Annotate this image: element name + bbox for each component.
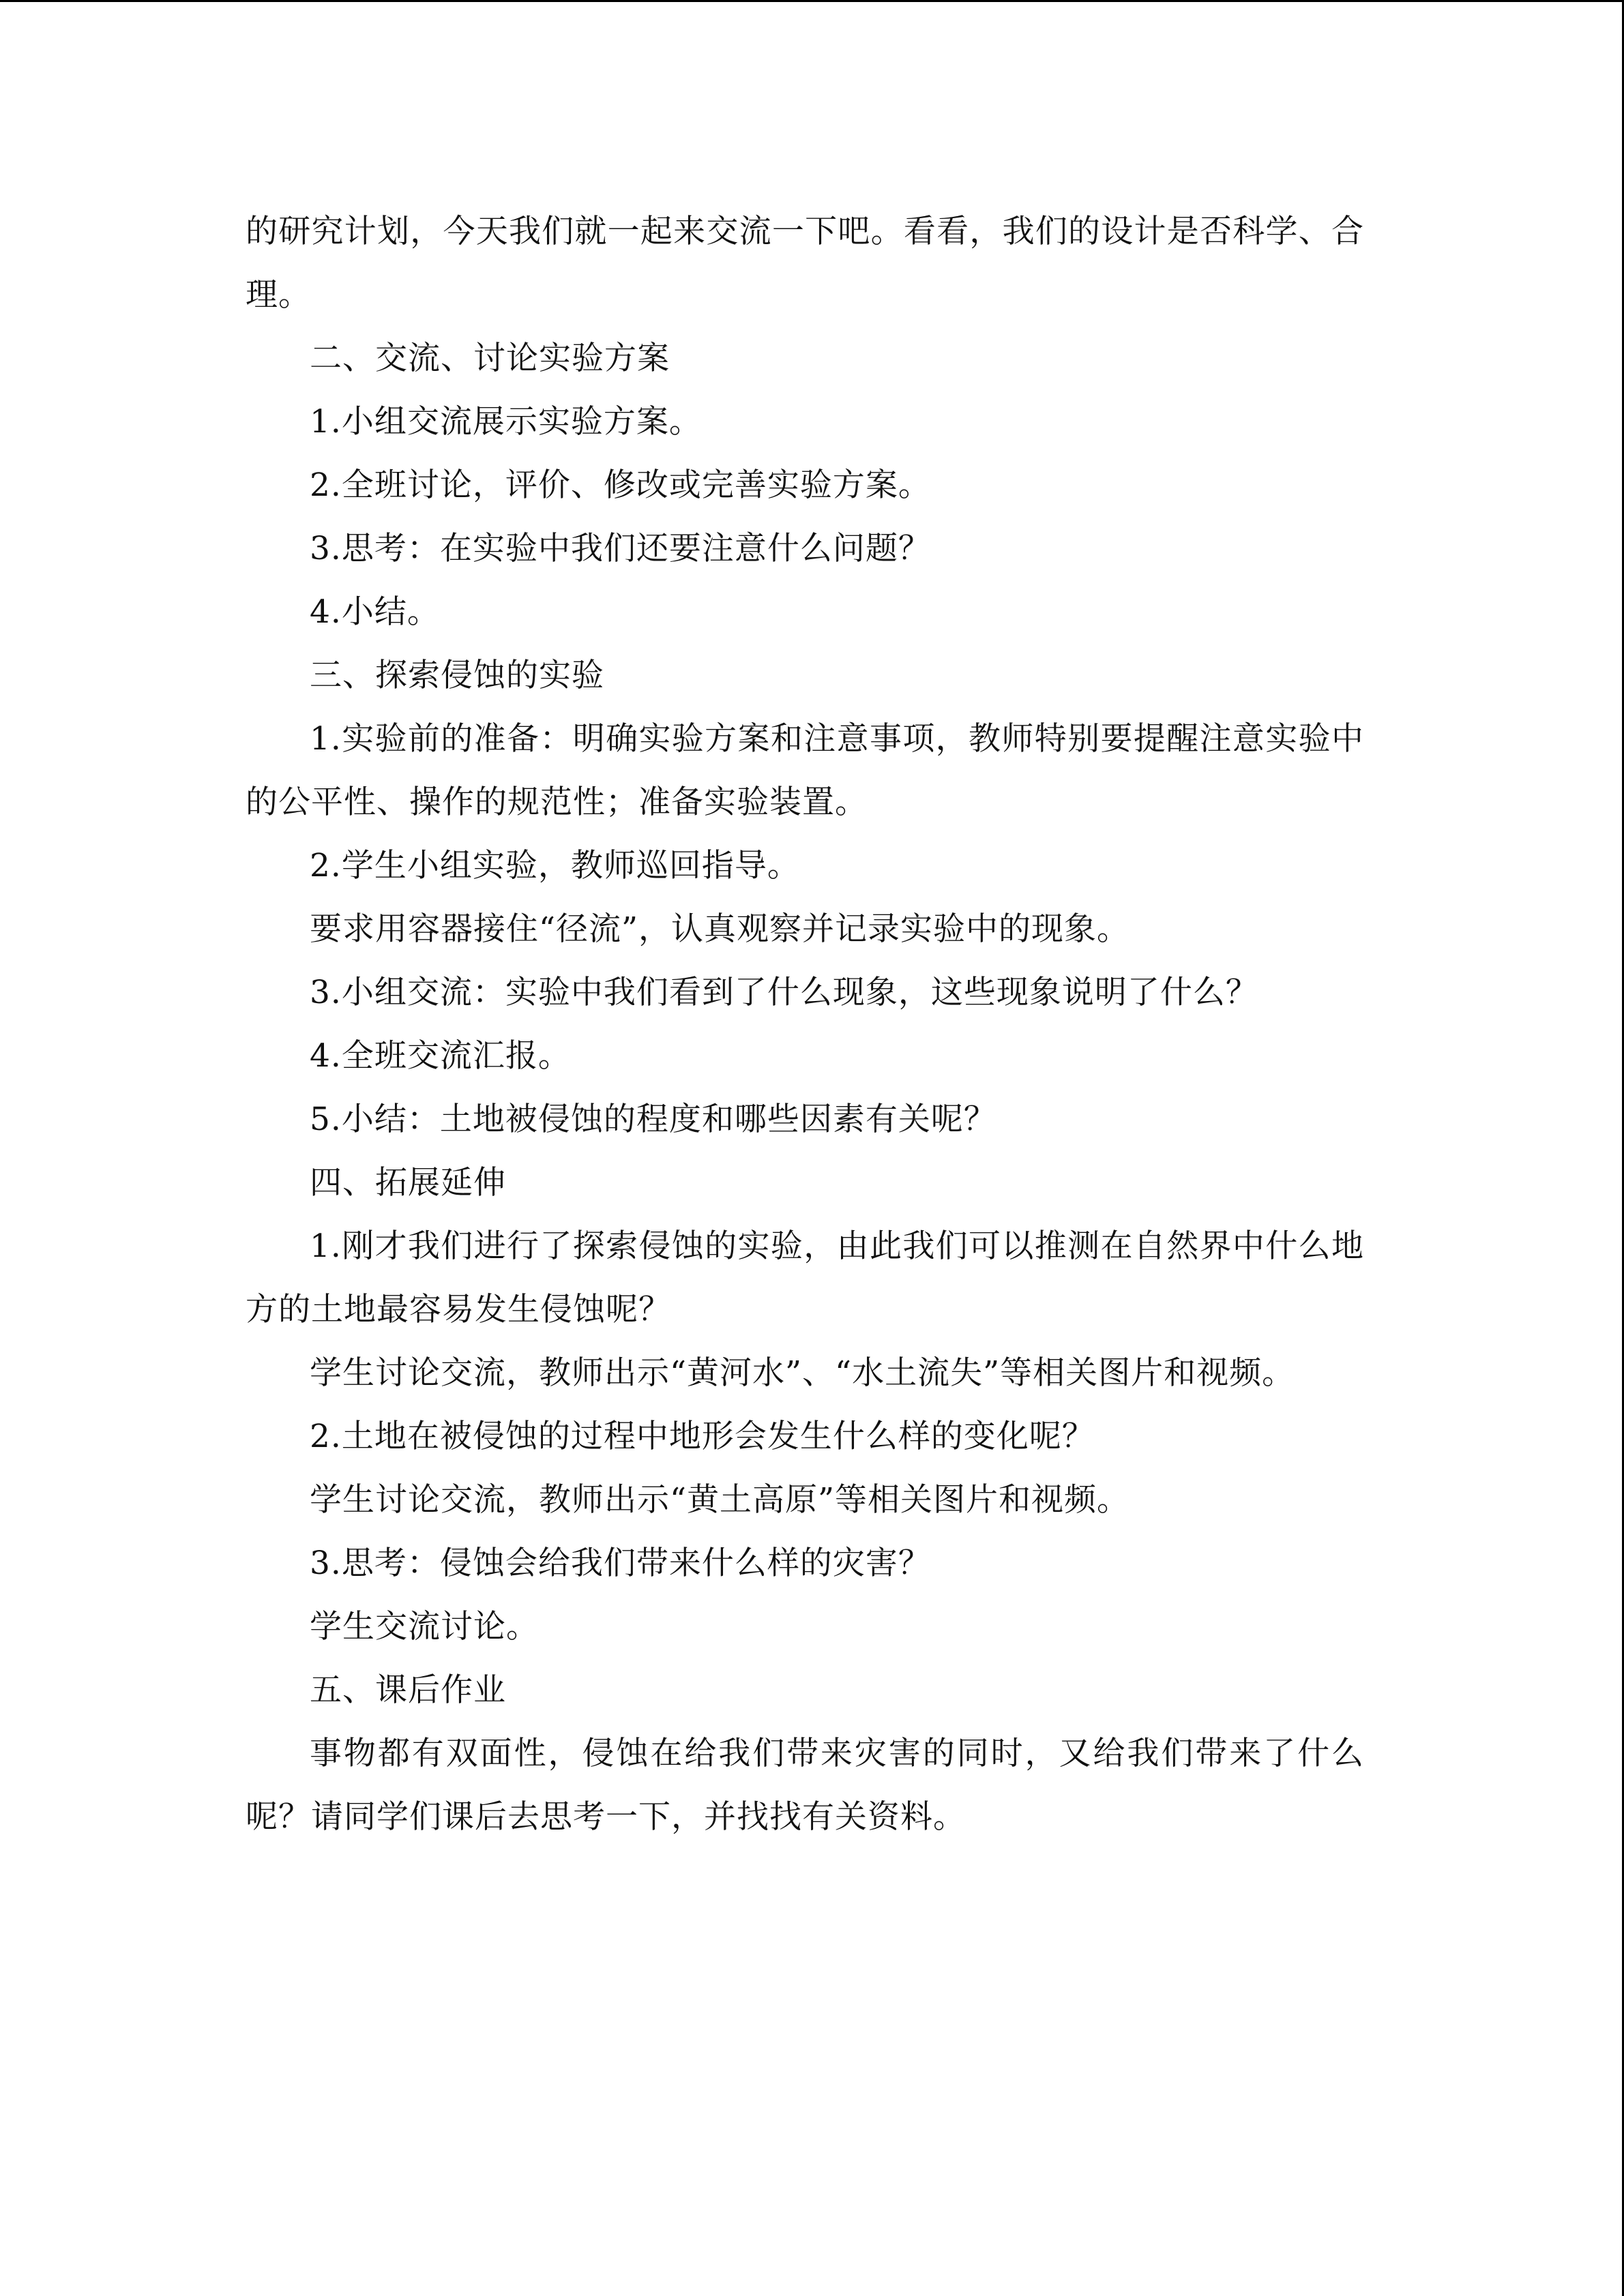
list-item: 1.小组交流展示实验方案。 [310,403,702,441]
list-item: 2.土地在被侵蚀的过程中地形会发生什么样的变化呢？ [310,1418,1095,1455]
list-item: 3.小组交流：实验中我们看到了什么现象，这些现象说明了什么？ [310,974,1258,1011]
list-item: 1.实验前的准备：明确实验方案和注意事项，教师特别要提醒注意实验中的公平性、操作的规范性；准备实验装置。 [246,720,1364,821]
paragraph: 事物都有双面性，侵蚀在给我们带来灾害的同时，又给我们带来了什么呢？请同学们课后去思考一下，并找找有关资料。 [246,1735,1364,1836]
paragraph: 学生讨论交流，教师出示“黄土高原”等相关图片和视频。 [310,1481,1130,1519]
list-item: 3.思考：在实验中我们还要注意什么问题？ [310,530,931,567]
paragraph: 学生交流讨论。 [310,1608,539,1645]
list-item: 3.思考：侵蚀会给我们带来什么样的灾害？ [310,1545,931,1582]
document-body [246,200,1364,1849]
list-item: 5.小结：土地被侵蚀的程度和哪些因素有关呢？ [310,1101,996,1138]
list-item: 2.学生小组实验，教师巡回指导。 [310,847,800,884]
paragraph: 要求用容器接住“径流”，认真观察并记录实验中的现象。 [310,910,1130,948]
paragraph-intro: 的研究计划，今天我们就一起来交流一下吧。看看，我们的设计是否科学、合理。 [246,213,1364,314]
list-item: 1.刚才我们进行了探索侵蚀的实验，由此我们可以推测在自然界中什么地方的土地最容易发生侵蚀呢？ [246,1227,1364,1328]
heading-extension: 四、拓展延伸 [310,1164,506,1202]
heading-discuss-plan: 二、交流、讨论实验方案 [310,340,670,377]
heading-erosion-experiment: 三、探索侵蚀的实验 [310,657,604,694]
list-item: 4.小结。 [310,593,440,631]
list-item: 4.全班交流汇报。 [310,1037,571,1075]
list-item: 2.全班讨论，评价、修改或完善实验方案。 [310,466,931,504]
paragraph: 学生讨论交流，教师出示“黄河水”、“水土流失”等相关图片和视频。 [310,1354,1295,1392]
heading-homework: 五、课后作业 [310,1671,506,1709]
